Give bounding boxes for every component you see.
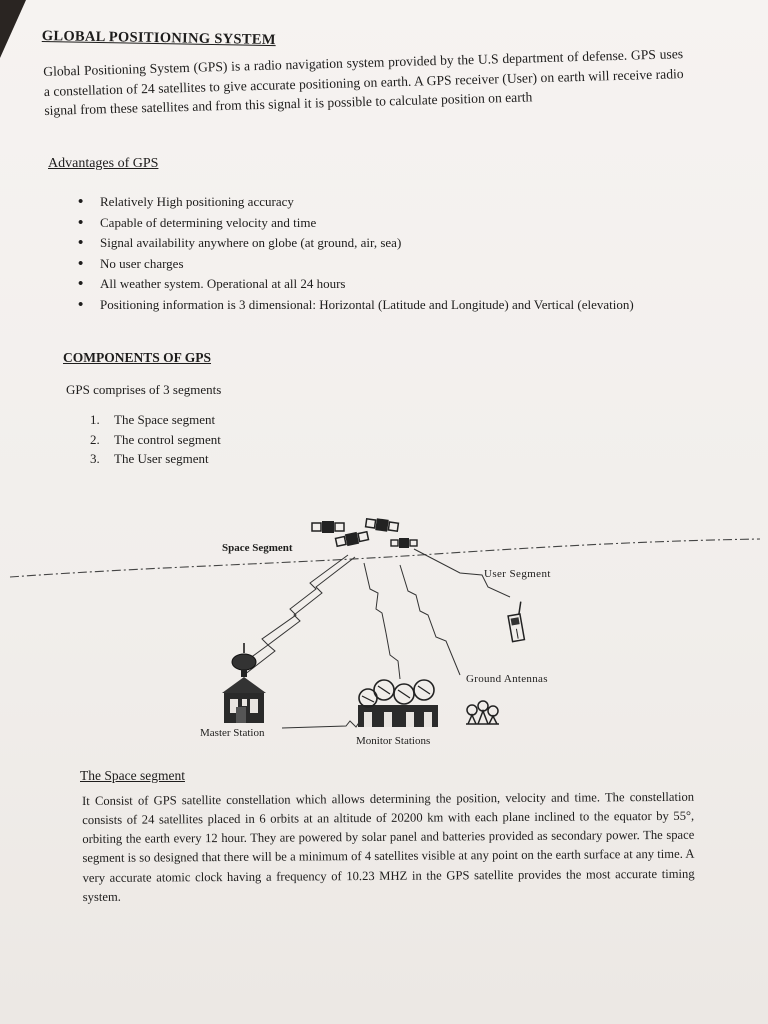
- advantages-heading: Advantages of GPS: [48, 156, 159, 171]
- list-item: • Capable of determining velocity and time: [78, 213, 686, 234]
- list-item: • Positioning information is 3 dimensional: Horizontal (Latitude and Longitude) and Vertical (elevation): [78, 295, 686, 316]
- horizon-line: [10, 539, 760, 577]
- satellite-icon: [365, 517, 398, 533]
- list-item: • No user charges: [78, 254, 686, 275]
- segments-list: [90, 410, 221, 469]
- list-item: [90, 430, 221, 450]
- components-heading: COMPONENTS OF GPS: [63, 350, 212, 365]
- document-title: GLOBAL POSITIONING SYSTEM: [41, 28, 276, 49]
- signal-link: [364, 563, 386, 633]
- signal-link: [238, 555, 348, 667]
- signal-link: [386, 633, 400, 679]
- advantages-list: [78, 192, 686, 315]
- signal-link: [244, 557, 355, 675]
- ground-antennas-label: Ground Antennas: [466, 673, 548, 685]
- components-intro: GPS comprises of 3 segments: [66, 382, 222, 397]
- master-station-label: Master Station: [200, 727, 265, 739]
- monitor-stations-icon: [358, 680, 438, 727]
- satellite-icon: [391, 538, 417, 548]
- list-item: [90, 449, 221, 469]
- signal-link: [400, 565, 460, 675]
- space-segment-label: Space Segment: [222, 542, 293, 554]
- item-label: The Space segment: [114, 412, 216, 427]
- page-corner-shadow: [0, 0, 26, 58]
- list-item: [90, 410, 221, 430]
- item-number: 2.: [90, 431, 100, 447]
- list-item: • Signal availability anywhere on globe (at ground, air, sea): [78, 233, 686, 254]
- item-number: 3.: [90, 451, 100, 466]
- monitor-stations-label: Monitor Stations: [356, 735, 431, 747]
- gps-segments-diagram: [0, 505, 768, 760]
- ground-antennas-icon: [466, 701, 499, 724]
- master-station-icon: [222, 643, 266, 723]
- item-number: 1.: [90, 412, 100, 427]
- satellite-icon: [312, 521, 344, 533]
- list-item: • Relatively High positioning accuracy: [78, 192, 686, 213]
- user-receiver-icon: [506, 602, 527, 642]
- space-segment-heading: The Space segment: [80, 768, 185, 783]
- space-segment-paragraph: It Consist of GPS satellite constellation which allows determining the position, velocity and time. The constellation consists of 24 satellites placed in 6 orbits at an altitude of 20200 km with each plane inclined to the equator by 55°, orbiting the earth every 12 hour. They are powered by solar panel and batteries provided as secondary power. The space segment is so designed that there will be a minimum of 4 satellites visible at any point on the earth surface at any time. A very accurate atomic clock having a frequency of 10.23 MHZ in the GPS satellite provides the most accurate timing system.: [82, 789, 695, 904]
- list-item: • All weather system. Operational at all 24 hours: [78, 274, 686, 295]
- diagram-drawing: [0, 505, 768, 760]
- user-segment-label: User Segment: [484, 568, 551, 580]
- item-label: The control segment: [114, 431, 221, 447]
- intro-paragraph: Global Positioning System (GPS) is a radio navigation system provided by the U.S department of defense. GPS uses a constellation of 24 satellites to give accurate positioning on earth. A GPS receiver (User) on earth will receive radio signal from these satellites and from this signal it is possible to calculate position on earth: [43, 46, 684, 119]
- item-label: The User segment: [114, 451, 209, 466]
- satellite-icon: [335, 530, 369, 548]
